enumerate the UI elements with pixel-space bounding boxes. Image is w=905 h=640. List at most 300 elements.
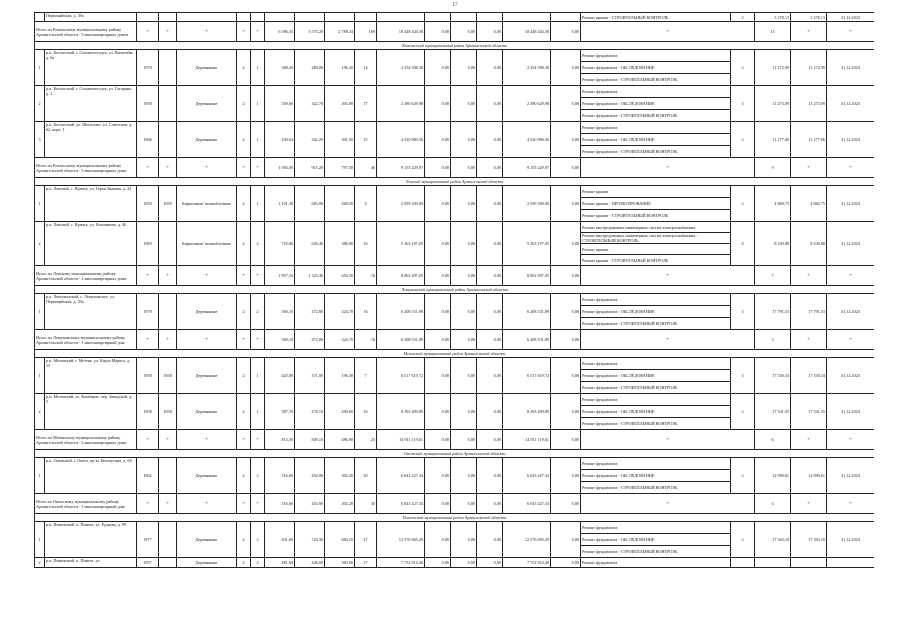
subtotal-cell: 654,50 xyxy=(325,266,355,286)
cell-residents: 17 xyxy=(355,86,377,122)
cell-area-living: 472,80 xyxy=(295,294,325,330)
subtotal-cell: * xyxy=(791,494,827,514)
subtotal-label: Итого по Лешуконскому муниципальному району Архангельской области - 1 многоквартирный дом: xyxy=(35,330,137,350)
subtotal-cell: 0,00 xyxy=(477,330,503,350)
cell-year: 1970 xyxy=(137,50,159,86)
cell-year-overhaul xyxy=(159,222,177,266)
cell-work: Ремонт фундамента xyxy=(581,522,731,534)
cell-area-living: 342,29 xyxy=(295,122,325,158)
subtotal-cell: 1 323,40 xyxy=(295,266,325,286)
cell-fund-regional: 0,00 xyxy=(451,86,477,122)
subtotal-cell: 454,90 xyxy=(295,494,325,514)
subtotal-cell: 30 xyxy=(355,494,377,514)
subtotal-cell: * xyxy=(237,430,251,450)
subtotal-cell: * xyxy=(251,22,265,42)
subtotal-cell: 472,80 xyxy=(295,330,325,350)
subtotal-cell: * xyxy=(237,266,251,286)
cell-work: Ремонт фундамента - ОБСЛЕДОВАНИЕ xyxy=(581,134,731,146)
subtotal-cell: 324,70 xyxy=(325,330,355,350)
subtotal-cell: * xyxy=(177,158,237,178)
subtotal-cell: 0,00 xyxy=(425,22,451,42)
cell-area-owned: 302,20 xyxy=(325,458,355,494)
cell-area-living: 683,00 xyxy=(295,186,325,222)
subtotal-cell: 0,00 xyxy=(477,430,503,450)
cell-area-total: 1 101,30 xyxy=(265,186,295,222)
subtotal-cell: 6 208 531,89 xyxy=(503,330,551,350)
cell-fund-regional: 0,00 xyxy=(451,222,477,266)
cell-year-overhaul: 1959 xyxy=(159,186,177,222)
cell-fund-federal: 0,00 xyxy=(425,458,451,494)
cell-empty xyxy=(325,13,355,22)
subtotal-cell: 7 xyxy=(755,266,791,286)
cell-max-cost: 17 541,55 xyxy=(791,394,827,430)
cell-cost-total: 6 517 619,72 xyxy=(377,358,425,394)
district-name: Лешуконский муниципальный район Архангельской области xyxy=(35,286,875,294)
cell-area-total: 359,60 xyxy=(265,86,295,122)
register-table xyxy=(34,12,874,568)
house-row xyxy=(35,358,875,370)
subtotal-cell: * xyxy=(177,430,237,450)
subtotal-cell: 1 083,00 xyxy=(265,158,295,178)
cell-work: Ремонт фундамента - СТРОИТЕЛЬНЫЙ КОНТРОЛЬ xyxy=(581,418,731,430)
cell-unit-cost: 4 860,75 xyxy=(755,186,791,222)
cell-address: р.п. Мезенский, ул. Комбинат, пер. Заводской, д. 5 xyxy=(45,394,137,430)
cell-fund-regional: 0,00 xyxy=(451,294,477,330)
subtotal-cell: 169 xyxy=(355,22,377,42)
district-header-row xyxy=(35,514,875,522)
subtotal-cell: * xyxy=(177,22,237,42)
cell-works-count: 3 xyxy=(731,358,755,394)
cell-cost-total: 2 254 508,30 xyxy=(377,50,425,86)
cell-empty xyxy=(451,13,477,22)
cell-work: Ремонт фундамента - СТРОИТЕЛЬНЫЙ КОНТРОЛЬ xyxy=(581,318,731,330)
cell-year-overhaul: 1958 xyxy=(159,358,177,394)
cell-deadline: 31.12.2023 xyxy=(827,222,875,266)
cell-num: 1 xyxy=(35,50,45,86)
cell-num: 2 xyxy=(35,558,45,568)
cell-area-owned: 196,30 xyxy=(325,50,355,86)
cell-cost-total: 2 380 629,98 xyxy=(377,86,425,122)
subtotal-cell: 0,00 xyxy=(425,430,451,450)
cell-area-total: 481,60 xyxy=(265,558,295,568)
cell-fund-local: 0,00 xyxy=(477,294,503,330)
cell-work: Ремонт внутридомовых инженерных систем электроснабжения - СТРОИТЕЛЬНЫЙ КОНТРОЛЬ xyxy=(581,233,731,244)
house-row xyxy=(35,222,875,233)
subtotal-cell: 0,00 xyxy=(425,330,451,350)
cell-cost-total: 8 393 499,89 xyxy=(377,394,425,430)
cell-area-living: 280,00 xyxy=(295,50,325,86)
cell-year-overhaul xyxy=(159,50,177,86)
district-header-row xyxy=(35,350,875,358)
cell-empty xyxy=(237,13,251,22)
cell-works-count: 3 xyxy=(731,186,755,222)
cell-num xyxy=(35,13,45,22)
cell-year: 1957 xyxy=(137,558,159,568)
subtotal-cell: * xyxy=(791,22,827,42)
subtotal-cell: * xyxy=(251,266,265,286)
subtotal-cell: 0,00 xyxy=(477,22,503,42)
cell-area-living: 626,40 xyxy=(295,222,325,266)
subtotal-cell: 0,00 xyxy=(451,22,477,42)
cell-wall-material: Деревянные xyxy=(177,522,237,558)
house-row xyxy=(35,558,875,568)
cell-num: 1 xyxy=(35,522,45,558)
cell-work: Ремонт крыши xyxy=(581,244,731,255)
subtotal-cell: * xyxy=(827,430,875,450)
cell-num: 1 xyxy=(35,186,45,222)
cell-work: Ремонт крыши - СТРОИТЕЛЬНЫЙ КОНТРОЛЬ xyxy=(581,13,731,22)
cell-work: Ремонт фундамента xyxy=(581,122,731,134)
subtotal-cell: * xyxy=(581,430,755,450)
cell-residents: 16 xyxy=(355,394,377,430)
subtotal-cell: 2 788,34 xyxy=(325,22,355,42)
cell-floors: 2 xyxy=(237,358,251,394)
district-name: Пинежский муниципальный район Архангельской области xyxy=(35,514,875,522)
cell-max-cost: 17 363,10 xyxy=(791,522,827,558)
subtotal-cell: * xyxy=(237,22,251,42)
subtotal-cell: * xyxy=(137,266,159,286)
cell-works-count: 3 xyxy=(731,50,755,86)
cell-residents: 16 xyxy=(355,222,377,266)
cell-area-total: 560,10 xyxy=(265,294,295,330)
subtotal-cell: * xyxy=(791,430,827,450)
cell-fund-local: 0,00 xyxy=(477,458,503,494)
cell-entrances: 3 xyxy=(251,458,265,494)
cell-works-count: 3 xyxy=(731,522,755,558)
cell-fund-local: 0,00 xyxy=(477,222,503,266)
cell-year: 1979 xyxy=(137,294,159,330)
cell-fund-local: 0,00 xyxy=(477,86,503,122)
cell-year: 1977 xyxy=(137,522,159,558)
subtotal-cell: 3 575,20 xyxy=(295,22,325,42)
cell-unit-cost: 11 272,90 xyxy=(755,50,791,86)
subtotal-cell: * xyxy=(581,22,755,42)
subtotal-cell: * xyxy=(791,266,827,286)
cell-area-total: 387,70 xyxy=(265,394,295,430)
cell-wall-material: Кирпичные/ шлакоблочные xyxy=(177,186,237,222)
subtotal-cell: 849,10 xyxy=(295,430,325,450)
cell-year-overhaul xyxy=(159,86,177,122)
cell-unit-cost: 8 339,88 xyxy=(755,222,791,266)
subtotal-cell: * xyxy=(237,330,251,350)
subtotal-cell: * xyxy=(827,494,875,514)
cell-max-cost: 4 860,75 xyxy=(791,186,827,222)
cell-fund-federal: 0,00 xyxy=(425,122,451,158)
cell-num: 1 xyxy=(35,294,45,330)
cell-area-owned: 360,00 xyxy=(325,558,355,568)
subtotal-cell: 797,50 xyxy=(325,158,355,178)
cell-works-count: 3 xyxy=(731,294,755,330)
cell-fund-other: 0,00 xyxy=(551,122,581,158)
cell-address: Первомайская, д. 39а xyxy=(45,13,137,22)
house-row xyxy=(35,394,875,406)
subtotal-cell: * xyxy=(581,330,755,350)
house-row xyxy=(35,522,875,534)
subtotal-cell: 6 208 531,89 xyxy=(377,330,425,350)
cell-year: 1958 xyxy=(137,86,159,122)
cell-fund-other: 0,00 xyxy=(551,394,581,430)
house-row xyxy=(35,294,875,306)
subtotal-cell: * xyxy=(251,430,265,450)
cell-deadline xyxy=(827,558,875,568)
subtotal-cell: 18 448 444,58 xyxy=(377,22,425,42)
cell-work: Ремонт крыши - ПРОЕКТИРОВАНИЕ xyxy=(581,198,731,210)
cell-address: р.п. Ленский, с. Яренск, ул. Бельчикова, д. 46 xyxy=(45,222,137,266)
subtotal-cell: 3 xyxy=(755,330,791,350)
cell-work: Ремонт фундамента - ОБСЛЕДОВАНИЕ xyxy=(581,406,731,418)
cell-area-living: 322,70 xyxy=(295,86,325,122)
subtotal-cell: * xyxy=(159,430,177,450)
cell-area-owned: 386,00 xyxy=(325,222,355,266)
cell-wall-material: Деревянные xyxy=(177,50,237,86)
subtotal-cell: * xyxy=(137,494,159,514)
cell-fund-federal: 0,00 xyxy=(425,394,451,430)
cell-works-count xyxy=(731,558,755,568)
cell-address: р.п. Пинежский, п. Пинега, ул. xyxy=(45,558,137,568)
subtotal-cell: 9 xyxy=(755,158,791,178)
cell-work: Ремонт фундамента xyxy=(581,394,731,406)
cell-max-cost: 8 339,88 xyxy=(791,222,827,266)
cell-residents: 7 xyxy=(355,358,377,394)
district-name: Онежский муниципальный район Архангельской области xyxy=(35,450,875,458)
subtotal-cell: 23 xyxy=(355,430,377,450)
district-name: Котласский муниципальный район Архангельской области xyxy=(35,42,875,50)
cell-fund-regional: 0,00 xyxy=(451,358,477,394)
cell-work: Ремонт фундамента - СТРОИТЕЛЬНЫЙ КОНТРОЛЬ xyxy=(581,110,731,122)
subtotal-cell: * xyxy=(159,22,177,42)
subtotal-cell: * xyxy=(581,158,755,178)
cell-entrances: 1 xyxy=(251,50,265,86)
cell-max-cost: 11 272,90 xyxy=(791,50,827,86)
cell-max-cost: 11 277,06 xyxy=(791,122,827,158)
cell-fund-regional: 0,00 xyxy=(451,186,477,222)
subtotal-cell: 915,20 xyxy=(295,158,325,178)
subtotal-cell: * xyxy=(827,330,875,350)
cell-area-owned: 303,00 xyxy=(325,86,355,122)
cell-empty xyxy=(177,13,237,22)
subtotal-cell: 0,00 xyxy=(551,494,581,514)
cell-cost-total: 6 043 427,34 xyxy=(377,458,425,494)
subtotal-cell: 6 xyxy=(755,430,791,450)
cell-floors: 2 xyxy=(237,458,251,494)
cell-fund-owners: 6 517 619,72 xyxy=(503,358,551,394)
house-row xyxy=(35,458,875,470)
subtotal-cell: * xyxy=(581,266,755,286)
cell-cost-total: 12 576 065,29 xyxy=(377,522,425,558)
cell-unit-cost: 17 530,34 xyxy=(755,358,791,394)
cell-deadline: 31.12.2023 xyxy=(827,394,875,430)
cell-fund-other: 0,00 xyxy=(551,294,581,330)
cell-max-cost: 17 791,53 xyxy=(791,294,827,330)
cell-year-overhaul xyxy=(159,458,177,494)
cell-unit-cost: 11 273,09 xyxy=(755,86,791,122)
subtotal-cell: 9 155 229,97 xyxy=(377,158,425,178)
subtotal-cell: * xyxy=(237,494,251,514)
cell-wall-material: Деревянные xyxy=(177,122,237,158)
cell-entrances: 2 xyxy=(251,558,265,568)
subtotal-cell: 0,00 xyxy=(451,330,477,350)
cell-wall-material: Кирпичные/ шлакоблочные xyxy=(177,222,237,266)
subtotal-cell: * xyxy=(791,330,827,350)
subtotal-cell: 16 xyxy=(355,330,377,350)
cell-address: р.п. Пинежский, п. Пинега, ул. Рудкова, д. 99 xyxy=(45,522,137,558)
cell-empty xyxy=(377,13,425,22)
cell-fund-owners: 6 043 427,34 xyxy=(503,458,551,494)
cell-year: 1958 xyxy=(137,394,159,430)
subtotal-cell: 813,50 xyxy=(265,430,295,450)
cell-floors: 2 xyxy=(237,122,251,158)
cell-empty xyxy=(551,13,581,22)
cell-empty xyxy=(425,13,451,22)
cell-area-owned: 301,50 xyxy=(325,122,355,158)
subtotal-cell: 0,00 xyxy=(425,494,451,514)
house-row xyxy=(35,86,875,98)
district-header-row xyxy=(35,178,875,186)
subtotal-row xyxy=(35,158,875,178)
cell-fund-other: 0,00 xyxy=(551,558,581,568)
cell-work: Ремонт крыши xyxy=(581,186,731,198)
subtotal-cell: 6 043 427,34 xyxy=(377,494,425,514)
subtotal-cell: 0,00 xyxy=(477,266,503,286)
subtotal-cell: * xyxy=(159,266,177,286)
cell-max-cost: 3 278,13 xyxy=(791,13,827,22)
cell-work: Ремонт фундамента xyxy=(581,86,731,98)
cell-year-overhaul xyxy=(159,122,177,158)
cell-fund-owners: 6 208 531,89 xyxy=(503,294,551,330)
cell-fund-local: 0,00 xyxy=(477,50,503,86)
cell-area-owned: 290,60 xyxy=(325,394,355,430)
district-name: Ленский муниципальный район Архангельской области xyxy=(35,178,875,186)
cell-empty xyxy=(137,13,159,22)
cell-work: Ремонт фундамента - СТРОИТЕЛЬНЫЙ КОНТРОЛЬ xyxy=(581,482,731,494)
subtotal-cell: * xyxy=(137,158,159,178)
cell-deadline: 31.12.2023 xyxy=(827,294,875,330)
cell-deadline: 31.12.2023 xyxy=(827,358,875,394)
cell-num: 1 xyxy=(35,458,45,494)
cell-residents: 27 xyxy=(355,522,377,558)
cell-area-living: 724,30 xyxy=(295,522,325,558)
cell-floors: 2 xyxy=(237,50,251,86)
cell-residents: 16 xyxy=(355,294,377,330)
subtotal-cell: * xyxy=(177,494,237,514)
cell-area-total: 755,86 xyxy=(265,222,295,266)
cell-work: Ремонт фундамента - ОБСЛЕДОВАНИЕ xyxy=(581,470,731,482)
district-header-row xyxy=(35,42,875,50)
cell-address: р.п. Лешуконский, с. Лешуконское, ул. Первомайская, д. 29а xyxy=(45,294,137,330)
cell-cost-total: 4 520 900,56 xyxy=(377,122,425,158)
district-header-row xyxy=(35,450,875,458)
cell-work: Ремонт фундамента - ОБСЛЕДОВАНИЕ xyxy=(581,62,731,74)
cell-floors: 2 xyxy=(237,558,251,568)
house-row xyxy=(35,50,875,62)
cell-area-owned: 196,30 xyxy=(325,358,355,394)
cell-unit-cost: 11 277,06 xyxy=(755,122,791,158)
cell-area-owned: 324,70 xyxy=(325,294,355,330)
cell-num: 2 xyxy=(35,222,45,266)
cell-work: Ремонт крыши - СТРОИТЕЛЬНЫЙ КОНТРОЛЬ xyxy=(581,210,731,222)
cell-wall-material: Деревянные xyxy=(177,558,237,568)
subtotal-cell: * xyxy=(137,330,159,350)
cell-year-overhaul xyxy=(159,558,177,568)
subtotal-cell: 16 xyxy=(355,266,377,286)
cell-entrances: 2 xyxy=(251,294,265,330)
cell-work: Ремонт фундамента - СТРОИТЕЛЬНЫЙ КОНТРОЛЬ xyxy=(581,146,731,158)
subtotal-cell: * xyxy=(137,430,159,450)
cell-work: Ремонт фундамента - СТРОИТЕЛЬНЫЙ КОНТРОЛЬ xyxy=(581,546,731,558)
cell-fund-owners: 2 380 629,98 xyxy=(503,86,551,122)
subtotal-cell: * xyxy=(159,330,177,350)
cell-fund-other: 0,00 xyxy=(551,186,581,222)
cell-works-count: 3 xyxy=(731,86,755,122)
cell-max-cost: 17 530,34 xyxy=(791,358,827,394)
cell-address: р.п. Ленский, с. Яренск, ул. Героя Знакова, д. 24 xyxy=(45,186,137,222)
subtotal-cell: * xyxy=(827,158,875,178)
cell-address: р.п. Котласский, г. Сольвычегодск, ул. Вильгейм, д. 6а xyxy=(45,50,137,86)
cell-works-count: 3 xyxy=(731,394,755,430)
cell-wall-material: Деревянные xyxy=(177,394,237,430)
cell-empty xyxy=(251,13,265,22)
subtotal-cell: 0,00 xyxy=(477,494,503,514)
cell-residents: 15 xyxy=(355,122,377,158)
cell-work: Ремонт фундамента - СТРОИТЕЛЬНЫЙ КОНТРОЛЬ xyxy=(581,382,731,394)
cell-cost-total: 6 208 531,89 xyxy=(377,294,425,330)
cell-unit-cost: 12 999,61 xyxy=(755,458,791,494)
cell-wall-material: Деревянные xyxy=(177,294,237,330)
cell-unit-cost xyxy=(755,558,791,568)
cell-address: р.п. Котласский, ул. Шепелово, ул. Советская, д. 62, корп. 1 xyxy=(45,122,137,158)
cell-fund-other: 0,00 xyxy=(551,86,581,122)
page-number: 17 xyxy=(452,3,458,8)
cell-fund-owners: 8 393 499,89 xyxy=(503,394,551,430)
cell-fund-federal: 0,00 xyxy=(425,294,451,330)
subtotal-cell: 0,00 xyxy=(451,430,477,450)
subtotal-row xyxy=(35,494,875,514)
subtotal-cell: 302,20 xyxy=(325,494,355,514)
subtotal-cell: * xyxy=(251,158,265,178)
cell-num: 1 xyxy=(35,358,45,394)
cell-area-total: 425,80 xyxy=(265,358,295,394)
subtotal-cell: * xyxy=(581,494,755,514)
cell-work: Ремонт фундамента xyxy=(581,50,731,62)
cell-fund-owners: 2 599 300,00 xyxy=(503,186,551,222)
cell-deadline: 31.12.2023 xyxy=(827,522,875,558)
cell-cost-total: 5 363 197,05 xyxy=(377,222,425,266)
subtotal-cell: 14 911 119,61 xyxy=(377,430,425,450)
subtotal-cell: 1 857,16 xyxy=(265,266,295,286)
subtotal-cell: 0,00 xyxy=(451,266,477,286)
cell-fund-federal: 0,00 xyxy=(425,358,451,394)
subtotal-label: Итого по Мезенскому муниципальному району Архангельской области - 2 многоквартирных дома: xyxy=(35,430,137,450)
cell-deadline: 31.12.2023 xyxy=(827,458,875,494)
cell-empty xyxy=(265,13,295,22)
cell-work: Ремонт фундамента - СТРОИТЕЛЬНЫЙ КОНТРОЛЬ xyxy=(581,74,731,86)
subtotal-cell: * xyxy=(177,330,237,350)
subtotal-cell: * xyxy=(237,158,251,178)
cell-work: Ремонт фундамента xyxy=(581,294,731,306)
subtotal-cell: 0,00 xyxy=(425,266,451,286)
subtotal-cell: 0,00 xyxy=(551,266,581,286)
subtotal-cell: 0,00 xyxy=(551,330,581,350)
subtotal-row xyxy=(35,330,875,350)
cell-fund-regional: 0,00 xyxy=(451,50,477,86)
subtotal-cell: 3 xyxy=(755,494,791,514)
cell-area-living: 446,00 xyxy=(295,558,325,568)
cell-fund-federal: 0,00 xyxy=(425,522,451,558)
cell-floors: 2 xyxy=(237,86,251,122)
cell-area-living: 454,90 xyxy=(295,458,325,494)
cell-fund-local: 0,00 xyxy=(477,522,503,558)
cell-area-total: 368,20 xyxy=(265,50,295,86)
